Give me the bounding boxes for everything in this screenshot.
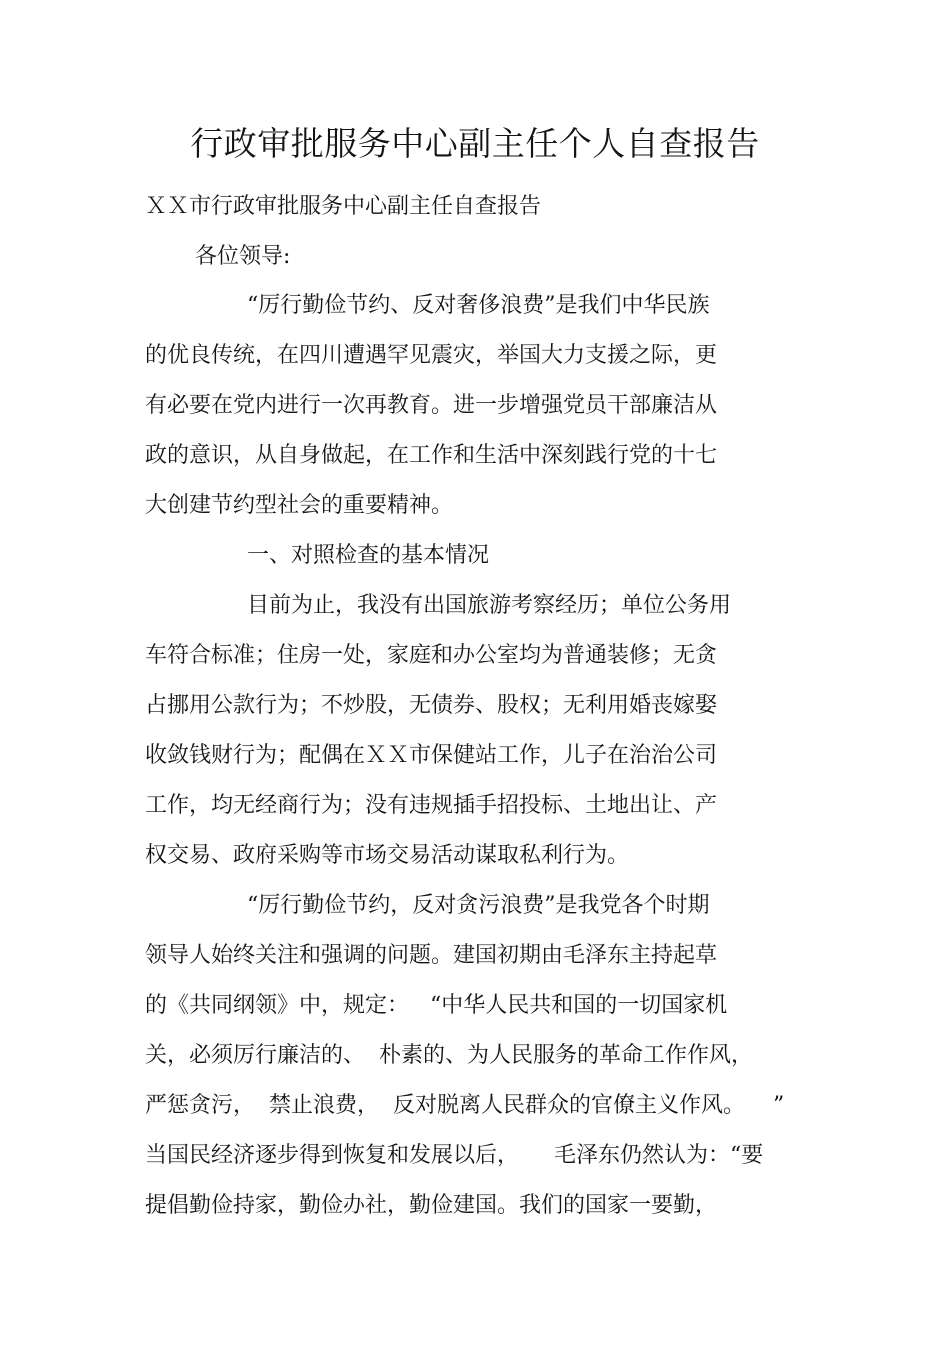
salutation: 各位领导:: [195, 244, 291, 269]
paragraph-line: 的《共同纲领》中，规定： “中华人民共和国的一切国家机: [145, 993, 728, 1018]
paragraph-line: “厉行勤俭节约、反对奢侈浪费”是我们中华民族: [247, 293, 710, 318]
paragraph-line: 有必要在党内进行一次再教育。进一步增强党员干部廉洁从: [145, 393, 718, 418]
paragraph-line: 车符合标准；住房一处，家庭和办公室均为普通装修；无贪: [145, 643, 718, 668]
section-heading: 一、对照检查的基本情况: [247, 543, 490, 568]
paragraph-line: 工作，均无经商行为；没有违规插手招投标、土地出让、产: [145, 793, 718, 818]
paragraph-line: 收敛钱财行为；配偶在ＸＸ市保健站工作，儿子在治治公司: [145, 743, 718, 768]
paragraph-line: 大创建节约型社会的重要精神。: [145, 493, 454, 518]
paragraph-line: “厉行勤俭节约，反对贪污浪费”是我党各个时期: [247, 893, 710, 918]
paragraph-line: 领导人始终关注和强调的问题。建国初期由毛泽东主持起草: [145, 943, 718, 968]
paragraph-line: 严惩贪污， 禁止浪费， 反对脱离人民群众的官僚主义作风。 ”: [145, 1093, 785, 1118]
document-title: 行政审批服务中心副主任个人自查报告: [190, 124, 760, 163]
paragraph-line: 政的意识，从自身做起，在工作和生活中深刻践行党的十七: [145, 443, 718, 468]
paragraph-line: 的优良传统，在四川遭遇罕见震灾，举国大力支援之际，更: [145, 343, 718, 368]
paragraph-line: 关，必须厉行廉洁的、 朴素的、为人民服务的革命工作作风，: [145, 1043, 753, 1068]
paragraph-line: 提倡勤俭持家，勤俭办社，勤俭建国。我们的国家一要勤，: [145, 1193, 718, 1218]
document-subtitle: ＸＸ市行政审批服务中心副主任自查报告: [145, 194, 542, 219]
paragraph-line: 当国民经济逐步得到恢复和发展以后， 毛泽东仍然认为：“要: [145, 1143, 764, 1168]
paragraph-line: 权交易、政府采购等市场交易活动谋取私利行为。: [145, 843, 630, 868]
paragraph-line: 占挪用公款行为；不炒股，无债券、股权；无利用婚丧嫁娶: [145, 693, 718, 718]
paragraph-line: 目前为止，我没有出国旅游考察经历；单位公务用: [247, 593, 732, 618]
